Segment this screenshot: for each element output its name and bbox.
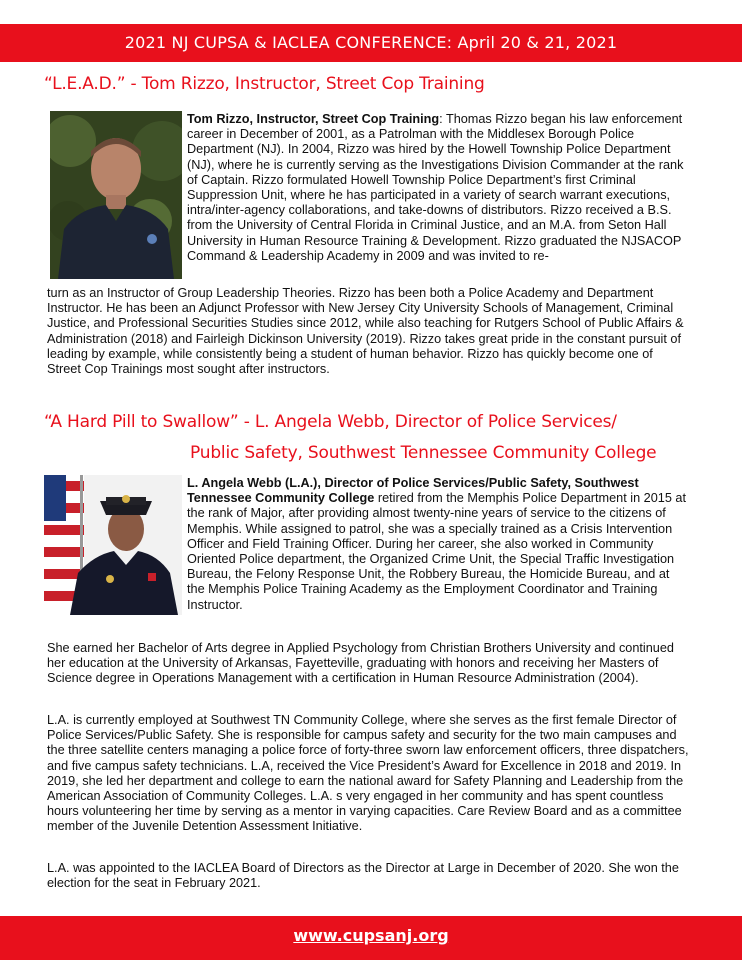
section2-bio-wrap bbox=[187, 476, 687, 613]
tom-rizzo-photo bbox=[50, 111, 182, 279]
section2-para-employment: L.A. is currently employed at Southwest TN Community College, where she serves as the first female Director of Police Services/Public Safety. She is responsible for campus safety and security for the two main campuses and the three satellite centers managing a police force of forty-three sworn law enforcement officers, three dispatchers, and five campus safety technicians. L.A, received the Vice President’s Award for Excellence in 2018 and 2019. In 2019, she led her department and college to earn the national award for Safety Planning and Leadership from the American Association of Community Colleges. L.A. s very engaged in her community and has spent countless hours volunteering her time by serving as a mentor in varying capacities. Care Review Board and as a committee member of the Juvenile Detention Assessment Initiative. bbox=[47, 713, 689, 834]
footer-bar bbox=[0, 916, 742, 960]
section1-bio-wrap-text: : Thomas Rizzo began his law enforcement career in December of 2001, as a Patrolman with the Middlesex Borough Police Department (NJ). In 2004, Rizzo was hired by the Howell Township Police Department (NJ), where he is currently serving as the Investigations Division Commander at the rank of Captain. Rizzo formulated Howell Township Police Department’s first Criminal Suppression Unit, where he has participated in a variety of search warrant executions, intra/inter-agency collaborations, and take-downs of distributors. Rizzo received a B.S. from the University of Central Florida in Criminal Justice, and an M.A. from Seton Hall University in Human Resource Training & Development. Rizzo graduated the NJSACOP Command & Leadership Academy in 2009 and was invited to re- bbox=[187, 112, 684, 263]
section2-title-line1: “A Hard Pill to Swallow” - L. Angela Webb, Director of Police Services/ bbox=[44, 412, 617, 432]
website-link[interactable]: www.cupsanj.org bbox=[293, 926, 449, 945]
section2-bio-wrap-text: retired from the Memphis Police Department in 2015 at the rank of Major, after providing almost twenty-nine years of service to the citizens of Memphis. While assigned to patrol, she was a specially trained as a Crisis Intervention Officer and Field Training Officer. During her career, she also worked in Community Oriented Police department, the Organized Crime Unit, the Special Traffic Investigation Bureau, the Felony Response Unit, the Robbery Bureau, the Homicide Bureau, and at the Memphis Police Training Academy as the Employment Coordinator and Training Instructor. bbox=[187, 491, 687, 612]
section1-title: “L.E.A.D.” - Tom Rizzo, Instructor, Street Cop Training bbox=[44, 74, 485, 94]
section2-para-education: She earned her Bachelor of Arts degree in Applied Psychology from Christian Brothers University and continued her education at the University of Arkansas, Fayetteville, graduating with honors and receiving her Masters of Science degree in Operations Management with a certification in Human Resource Administration (2004). bbox=[47, 641, 674, 686]
section2-bold-lead: L. Angela Webb (L.A.), Director of Police Services/Public Safety, Southwest Tennessee Community College bbox=[187, 476, 639, 506]
section2-para-iaclea: L.A. was appointed to the IACLEA Board of Directors as the Director at Large in December of 2020. She won the election for the seat in February 2021. bbox=[47, 861, 679, 891]
section1-bold-lead: Tom Rizzo, Instructor, Street Cop Training bbox=[187, 112, 440, 126]
section1-bio-wrap bbox=[187, 112, 687, 264]
section1-bio-full: turn as an Instructor of Group Leadership Theories. Rizzo has been both a Police Academy and Department Instructor. He has been an Adjunct Professor with New Jersey City University Schools of Management, Criminal Justice, and Professional Securities Studies since 2012, while also teaching for Rutgers School of Public Affairs & Administration (2018) and Fairleigh Dickinson University (2019). Rizzo takes great pride in the constant pursuit of leading by example, while consistently being a student of human behavior. Rizzo has quickly become one of Street Cop Trainings most sought after instructors. bbox=[47, 286, 684, 377]
conference-banner: 2021 NJ CUPSA & IACLEA CONFERENCE: April 20 & 21, 2021 bbox=[0, 24, 742, 62]
section2-title-line2: Public Safety, Southwest Tennessee Community College bbox=[190, 443, 657, 463]
angela-webb-photo bbox=[44, 475, 182, 615]
